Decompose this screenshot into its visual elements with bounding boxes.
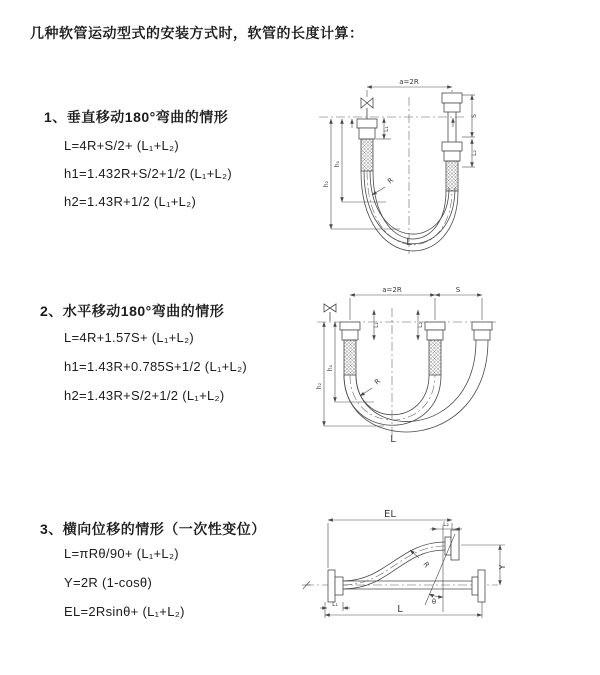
dimension-l1	[373, 310, 380, 340]
dim-label-h2: h₂	[323, 180, 330, 188]
flange-fitting-right-upper	[442, 93, 462, 112]
flange-fitting-middle	[425, 322, 445, 340]
formula-line: L=πRθ/90+ (L₁+L₂)	[64, 546, 179, 561]
axis-break-symbol	[302, 581, 311, 589]
dimension-l2	[462, 139, 478, 167]
dimension-s	[435, 286, 482, 320]
flange-fitting-left	[328, 570, 343, 602]
dim-label-s: S	[471, 114, 478, 118]
formula-line: h2=1.43R+S/2+1/2 (L₁+L₂)	[64, 388, 225, 403]
formula-line: L=4R+1.57S+ (L₁+L₂)	[64, 330, 195, 345]
dim-label-h1: h₁	[334, 160, 341, 168]
dim-label-l1: L₁	[373, 322, 380, 328]
dimension-a2r	[367, 78, 452, 97]
page-title: 几种软管运动型式的安装方式时，软管的长度计算：	[30, 25, 364, 41]
section-1-heading: 1、垂直移动180°弯曲的情形	[44, 109, 229, 125]
section-3-heading: 3、横向位移的情形（一次性变位）	[40, 521, 266, 537]
flange-fitting-left	[340, 322, 360, 340]
formula-line: L=4R+S/2+ (L₁+L₂)	[64, 138, 179, 153]
dim-label-r: R	[421, 560, 431, 570]
flange-fitting-left	[357, 119, 377, 139]
valve-icon	[361, 98, 373, 119]
dim-label-l2: L₂	[417, 322, 424, 328]
dimension-l2	[417, 310, 424, 340]
flange-fitting-right-upper	[445, 530, 459, 560]
radius-label	[372, 176, 395, 195]
flange-fitting-right-lower	[472, 570, 485, 602]
section-2-heading: 2、水平移动180°弯曲的情形	[40, 303, 225, 319]
formula-line: h1=1.432R+S/2+1/2 (L₁+L₂)	[64, 166, 232, 181]
dim-label-h2: h₂	[316, 382, 323, 390]
hose-s-curve	[343, 542, 445, 589]
length-label: L	[406, 237, 412, 248]
braided-hose-section-right	[446, 161, 458, 191]
formula-line: h2=1.43R+1/2 (L₁+L₂)	[64, 194, 197, 209]
dim-label-r: R	[373, 377, 383, 387]
dim-label-a2r: a=2R	[399, 78, 419, 86]
formula-line: h1=1.43R+0.785S+1/2 (L₁+L₂)	[64, 359, 248, 374]
dimension-el	[328, 509, 452, 568]
diagram-horizontal-180-bend	[312, 278, 600, 452]
formula-line: EL=2Rsinθ+ (L₁+L₂)	[64, 604, 185, 619]
diagram-vertical-180-bend	[312, 72, 600, 260]
radius-label	[410, 550, 431, 569]
valve-icon	[324, 304, 336, 321]
dim-label-l2: L₂	[471, 150, 478, 156]
angle-theta	[429, 594, 443, 606]
diagram-lateral-displacement	[298, 502, 600, 647]
formula-line: Y=2R (1-cosθ)	[64, 575, 153, 590]
radius-label	[360, 377, 382, 396]
flange-fitting-right-lower	[442, 142, 462, 161]
dim-label-h1: h₁	[327, 364, 334, 372]
hose-u-curves	[344, 340, 488, 432]
dim-label-el: EL	[384, 509, 396, 520]
braided-hose-section-left	[344, 340, 356, 375]
dim-label-l1: L₁	[332, 601, 338, 608]
dimension-l1	[376, 118, 391, 139]
dim-label-y: Y	[498, 564, 507, 570]
dimension-l2	[430, 521, 462, 529]
dim-label-l2: L₂	[443, 521, 449, 528]
braided-hose-section-middle	[429, 340, 441, 375]
dimension-l	[325, 602, 482, 618]
dim-label-s: S	[455, 286, 461, 294]
braided-hose-section-left	[361, 139, 373, 171]
length-label: L	[390, 434, 396, 445]
dimension-a2r	[350, 286, 435, 320]
dim-label-l1: L₁	[383, 126, 390, 132]
dimension-l1	[320, 601, 350, 611]
angle-label-theta: θ	[431, 598, 437, 606]
dim-label-a2r: a=2R	[382, 286, 402, 294]
flange-fitting-right	[472, 322, 492, 340]
dim-label-l: L	[397, 604, 403, 615]
dim-label-r: R	[386, 176, 396, 186]
dimension-s	[462, 95, 478, 137]
